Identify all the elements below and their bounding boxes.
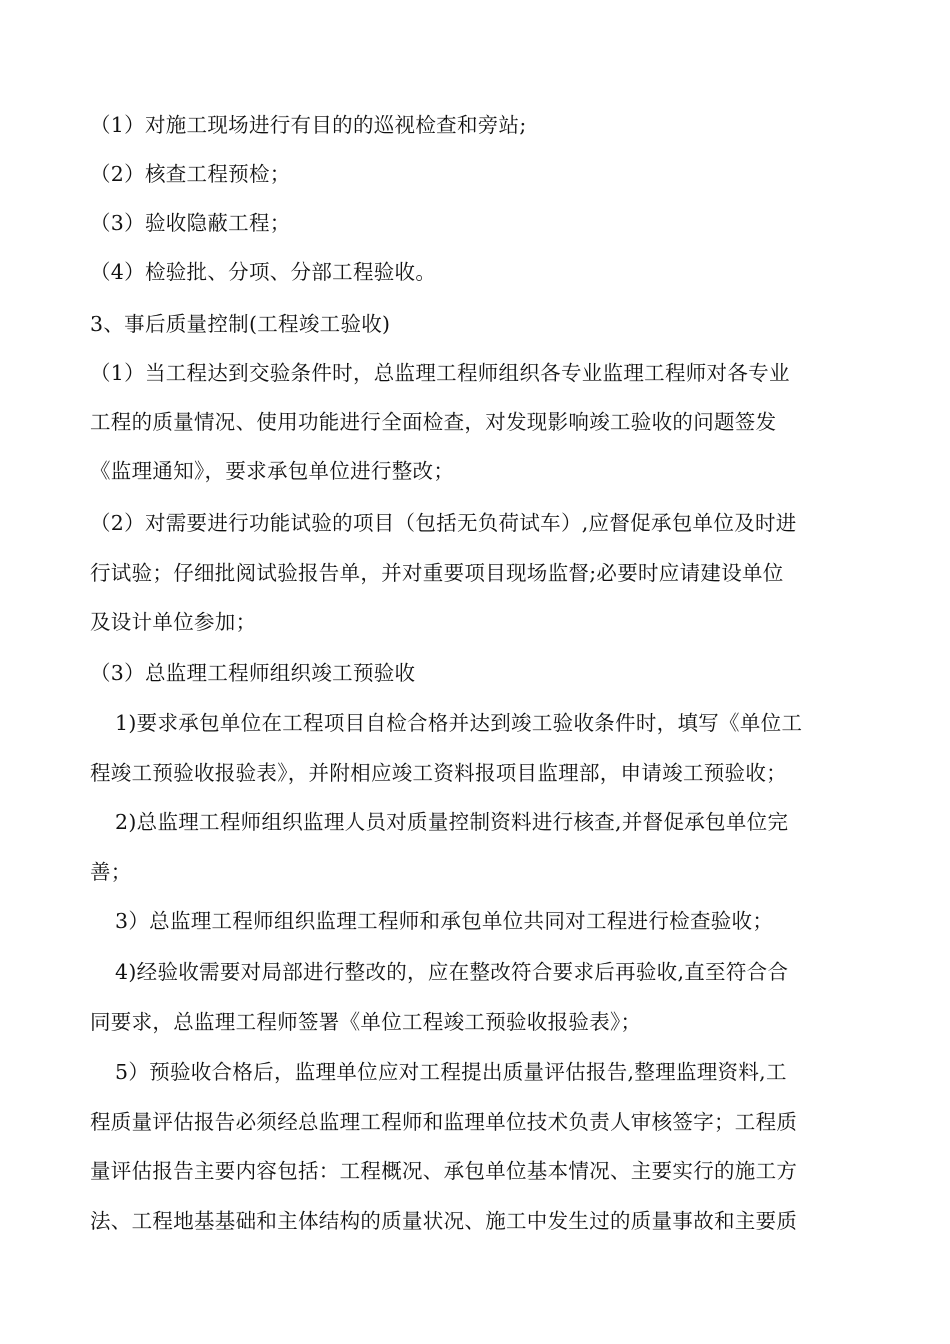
text-line: 同要求，总监理工程师签署《单位工程竣工预验收报验表》； — [90, 1010, 642, 1034]
text-line: （2）对需要进行功能试验的项目（包括无负荷试车）,应督促承包单位及时进 — [90, 511, 797, 535]
text-line: 工程的质量情况、使用功能进行全面检查，对发现影响竣工验收的问题签发 — [90, 410, 777, 434]
text-line: 5）预验收合格后，监理单位应对工程提出质量评估报告,整理监理资料,工 — [115, 1060, 787, 1084]
text-line: 法、工程地基基础和主体结构的质量状况、施工中发生过的质量事故和主要质 — [90, 1209, 798, 1233]
text-line: 1)要求承包单位在工程项目自检合格并达到竣工验收条件时，填写《单位工 — [115, 711, 803, 735]
text-line: （3）验收隐蔽工程； — [90, 211, 291, 235]
text-line: 2)总监理工程师组织监理人员对质量控制资料进行核查,并督促承包单位完 — [115, 810, 789, 834]
text-line: （2）核查工程预检； — [90, 162, 291, 186]
text-line: 4)经验收需要对局部进行整改的，应在整改符合要求后再验收,直至符合合 — [115, 960, 789, 984]
text-line: （1）当工程达到交验条件时，总监理工程师组织各专业监理工程师对各专业 — [90, 361, 790, 385]
text-line: （4）检验批、分项、分部工程验收。 — [90, 260, 437, 284]
section-heading: 3、事后质量控制(工程竣工验收) — [90, 312, 391, 336]
text-line: 行试验；仔细批阅试验报告单，并对重要项目现场监督;必要时应请建设单位 — [90, 561, 784, 585]
text-line: （3）总监理工程师组织竣工预验收 — [90, 661, 416, 685]
text-line: 程竣工预验收报验表》，并附相应竣工资料报项目监理部，申请竣工预验收； — [90, 761, 787, 785]
text-line: （1）对施工现场进行有目的的巡视检查和旁站; — [90, 113, 527, 137]
text-line: 量评估报告主要内容包括：工程概况、承包单位基本情况、主要实行的施工方 — [90, 1159, 798, 1183]
text-line: 《监理通知》，要求承包单位进行整改； — [90, 459, 455, 483]
text-line: 善； — [90, 860, 132, 884]
text-line: 程质量评估报告必须经总监理工程师和监理单位技术负责人审核签字；工程质 — [90, 1110, 798, 1134]
text-line: 3）总监理工程师组织监理工程师和承包单位共同对工程进行检查验收； — [115, 909, 774, 933]
text-line: 及设计单位参加； — [90, 610, 257, 634]
